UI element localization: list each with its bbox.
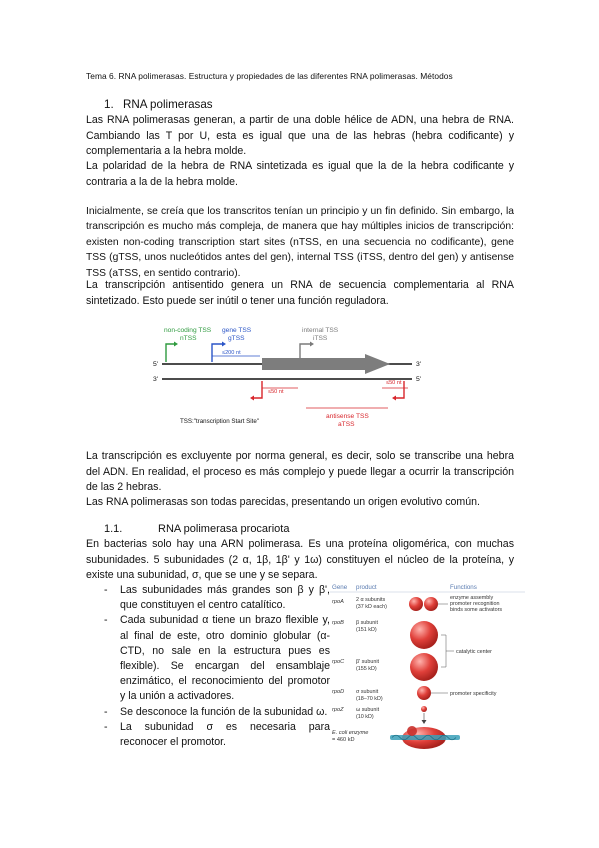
func-3: binds some activators xyxy=(450,607,503,613)
itss-arrowhead xyxy=(310,342,314,347)
gene-rpoA: rpoA xyxy=(332,599,344,605)
alpha-sphere-2 xyxy=(424,597,438,611)
enzyme-label-2: = 460 kD xyxy=(332,737,355,743)
product-rpoB-2: (151 kD) xyxy=(356,627,377,633)
ntss-label-2: nTSS xyxy=(180,335,197,342)
gene-rpoD: rpoD xyxy=(332,689,345,695)
paragraph-4: La transcripción antisentido genera un RNA de secuencia complementaria al RNA sintetizado. Esto puede ser inútil o tener una función reguladora. xyxy=(86,279,514,307)
paragraph-2: La polaridad de la hebra de RNA sintetizada es igual que la de la hebra codificante y contraria a la de la hebra molde. xyxy=(86,160,514,188)
atss-arrowhead-left xyxy=(250,396,254,401)
tss-diagram xyxy=(150,322,450,434)
paragraph-6: Las RNA polimerasas son todas parecidas, presentando un origen evolutivo común. xyxy=(86,496,480,508)
product-rpoC-1: β' subunit xyxy=(356,659,380,665)
func-catalytic: catalytic center xyxy=(456,649,492,655)
col-gene: Gene xyxy=(332,584,348,591)
list-item: - Cada subunidad α tiene un brazo flexible y, al final de este, otro dominio globular (α-CTD, no sale en la estructura pues es flexible). Se encargan del ensamblaje enzimático, el reconocimiento del promotor y la unión a activadores. xyxy=(104,613,330,704)
gtss-arrowhead xyxy=(222,342,226,347)
tss-caption: TSS:"transcription Start Site" xyxy=(180,418,260,425)
atss-arrowhead-right xyxy=(392,396,396,401)
gene-rpoZ: rpoZ xyxy=(332,707,344,713)
func-1: enzyme assembly xyxy=(450,595,494,601)
gene-rpoB: rpoB xyxy=(332,620,344,626)
paragraph-5: La transcripción es excluyente por norma general, es decir, solo se transcribe una hebra del ADN. En realidad, el proceso es más complejo y puede llegar a ocurrir la transcripción de las 2 hebras. xyxy=(86,450,514,494)
list-item: - La subunidad σ es necesaria para reconocer el promotor. xyxy=(104,720,330,750)
assembly-arrowhead xyxy=(422,720,427,724)
label-50nt-left: ≤50 nt xyxy=(268,389,284,395)
subsection-number: 1.1. xyxy=(104,523,123,535)
beta-prime-sphere xyxy=(410,653,438,681)
catalytic-bracket xyxy=(441,635,446,667)
product-rpoD-2: (18–70 kD) xyxy=(356,696,383,702)
three-prime-bottom: 3' xyxy=(153,376,159,383)
holoenzyme-lobe xyxy=(407,726,417,736)
alpha-sphere-1 xyxy=(409,597,423,611)
paragraph-7: En bacterias solo hay una ARN polimerasa. Es una proteína oligomérica, con muchas subunidades. 5 subunidades (2 α, 1β, 1β' y 1ω) constituyen el núcleo de la proteína, y existe una subunidad, σ, que se une y se separa. xyxy=(86,538,514,582)
gene-rpoC: rpoC xyxy=(332,659,345,665)
product-rpoA-1: 2 α subunits xyxy=(356,597,386,603)
list-item: - Se desconoce la función de la subunidad ω. xyxy=(104,705,330,720)
subsection-title: RNA polimerasa procariota xyxy=(158,523,290,535)
product-rpoA-2: (37 kD each) xyxy=(356,604,387,610)
gtss-arrow xyxy=(212,344,222,362)
atss-label-2: aTSS xyxy=(338,421,355,428)
section-number: 1. xyxy=(104,98,114,111)
gene-arrow xyxy=(262,354,390,374)
ntss-arrowhead xyxy=(174,342,178,347)
label-50nt-right: ≤50 nt xyxy=(386,380,402,386)
func-promoter: promoter specificity xyxy=(450,691,497,697)
section-heading-1-1 xyxy=(104,523,289,535)
func-2: promoter recognition xyxy=(450,601,500,607)
atss-arrow-left xyxy=(254,381,262,398)
itss-label-1: internal TSS xyxy=(302,327,339,334)
section-title: RNA polimerasas xyxy=(123,98,213,111)
rnap-subunit-figure xyxy=(330,581,525,751)
gtss-label-1: gene TSS xyxy=(222,327,252,334)
paragraph-1: Las RNA polimerasas generan, a partir de una doble hélice de ADN, una hebra de RNA. Cambiando las T por U, esta es igual que una de las hebras (hebra codificante) y complementaria a la hebra molde. xyxy=(86,114,514,158)
itss-label-2: iTSS xyxy=(313,335,328,342)
omega-sphere xyxy=(421,706,427,712)
enzyme-label-1: E. coli enzyme xyxy=(332,730,369,736)
col-functions: Functions xyxy=(450,584,477,591)
beta-sphere xyxy=(410,621,438,649)
sigma-sphere xyxy=(417,686,431,700)
section-heading-1 xyxy=(104,98,213,111)
page-header: Tema 6. RNA polimerasas. Estructura y propiedades de las diferentes RNA polimerasas. Métodos xyxy=(86,71,453,81)
atss-label-1: antisense TSS xyxy=(326,413,369,420)
label-200nt: ≤200 nt xyxy=(222,350,241,356)
product-rpoD-1: σ subunit xyxy=(356,689,379,695)
subunit-list xyxy=(104,583,330,750)
product-rpoC-2: (155 kD) xyxy=(356,666,377,672)
col-product: product xyxy=(356,584,377,591)
product-rpoB-1: β subunit xyxy=(356,620,378,626)
five-prime-top: 5' xyxy=(153,361,159,368)
three-prime-top: 3' xyxy=(416,361,422,368)
ntss-label-1: non-coding TSS xyxy=(164,327,212,334)
ntss-arrow xyxy=(166,344,174,362)
gtss-label-2: gTSS xyxy=(228,335,245,342)
paragraph-3: Inicialmente, se creía que los transcritos tenían un principio y un fin definido. Sin embargo, la transcripción es mucho más compleja, de manera que hay múltiples inicios de transcripción: existen non-coding transcription start sites (nTSS, en una secuencia no codificante), gene TSS (gTSS, unos nucleótidos antes del gen), internal TSS (iTSS, dentro del gen) y antisense TSS (aTSS, en sentido contrario). xyxy=(86,206,514,279)
five-prime-bottom: 5' xyxy=(416,376,422,383)
product-rpoZ-2: (10 kD) xyxy=(356,714,374,720)
product-rpoZ-1: ω subunit xyxy=(356,707,380,713)
list-item: - Las subunidades más grandes son β y β', que constituyen el centro catalítico. xyxy=(104,583,330,613)
